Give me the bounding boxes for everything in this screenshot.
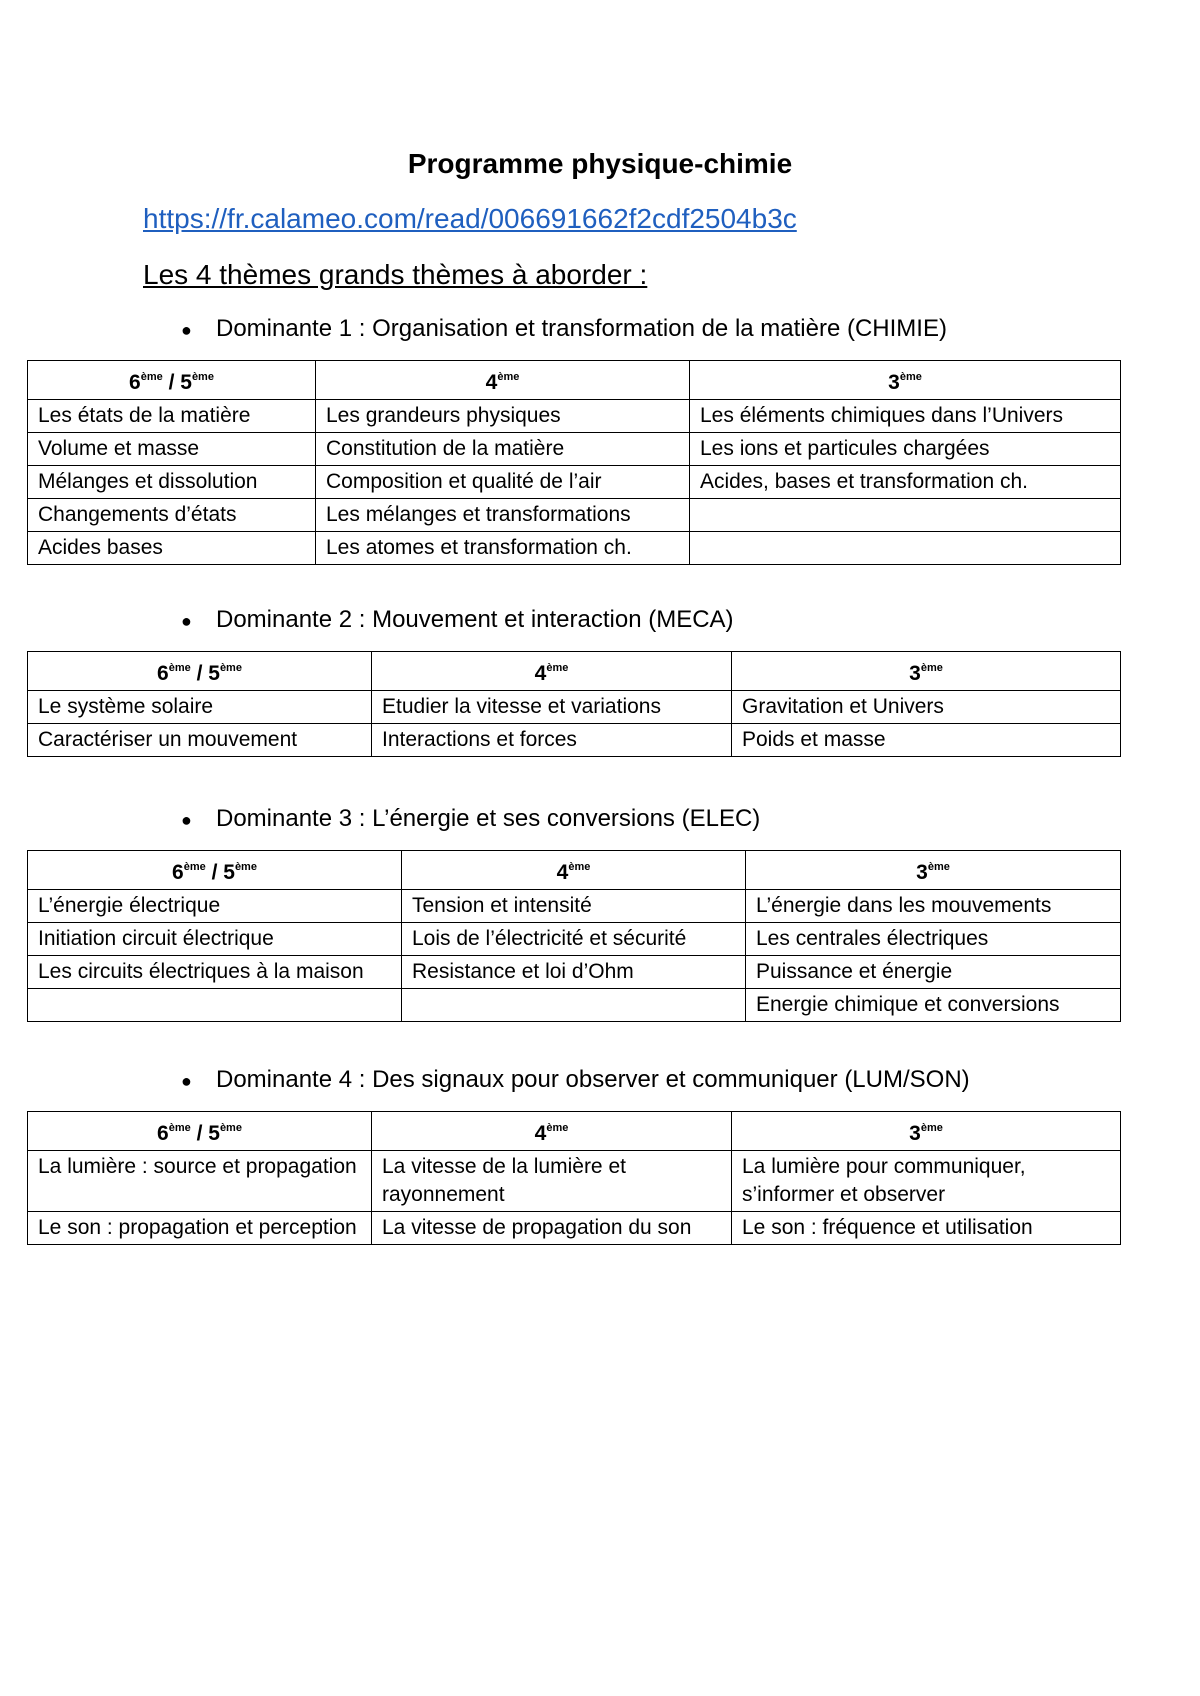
- col-header-3: 3ème: [746, 851, 1121, 890]
- table-cell: Les centrales électriques: [746, 923, 1121, 956]
- page-title: Programme physique-chimie: [407, 148, 793, 179]
- table-row: [28, 989, 1121, 1022]
- col-header-6-5: 6ème / 5ème: [28, 1112, 372, 1151]
- table-cell: Lois de l’électricité et sécurité: [402, 923, 746, 956]
- table-row: [28, 466, 1121, 499]
- table-cell: Les grandeurs physiques: [316, 400, 690, 433]
- bullet-icon: ●: [181, 610, 192, 631]
- table-dominante-1: [27, 360, 1121, 565]
- table-row: [28, 532, 1121, 565]
- col-header-4: 4ème: [372, 652, 732, 691]
- table-cell: [28, 989, 402, 1022]
- table-cell: Les éléments chimiques dans l’Univers: [690, 400, 1121, 433]
- table-cell: La vitesse de propagation du son: [372, 1212, 732, 1245]
- table-cell: Tension et intensité: [402, 890, 746, 923]
- table-cell: Mélanges et dissolution: [28, 466, 316, 499]
- table-row: [28, 956, 1121, 989]
- col-header-3: 3ème: [732, 652, 1121, 691]
- table-cell: Acides bases: [28, 532, 316, 565]
- table-cell: Caractériser un mouvement: [28, 724, 372, 757]
- bullet-icon: ●: [181, 319, 192, 340]
- calameo-link[interactable]: https://fr.calameo.com/read/006691662f2cdf2504b3c: [143, 203, 797, 234]
- table-cell: Puissance et énergie: [746, 956, 1121, 989]
- table-cell: L’énergie électrique: [28, 890, 402, 923]
- bullet-icon: ●: [181, 809, 192, 830]
- table-cell: Etudier la vitesse et variations: [372, 691, 732, 724]
- table-row: [28, 890, 1121, 923]
- table-cell: Initiation circuit électrique: [28, 923, 402, 956]
- table-row: [28, 1151, 1121, 1212]
- dominante-4-heading: [181, 1064, 970, 1097]
- table-cell: Le son : fréquence et utilisation: [732, 1212, 1121, 1245]
- table-cell: Resistance et loi d’Ohm: [402, 956, 746, 989]
- col-header-3: 3ème: [732, 1112, 1121, 1151]
- table-cell: La vitesse de la lumière et rayonnement: [372, 1151, 732, 1212]
- table-dominante-2: [27, 651, 1121, 757]
- table-cell: Les mélanges et transformations: [316, 499, 690, 532]
- table-cell: Volume et masse: [28, 433, 316, 466]
- table-dominante-4: [27, 1111, 1121, 1245]
- table-row: [28, 691, 1121, 724]
- table-cell: [402, 989, 746, 1022]
- col-header-3: 3ème: [690, 361, 1121, 400]
- table-header-row: [28, 361, 1121, 400]
- dominante-title: Dominante 2 : Mouvement et interaction (MECA): [216, 606, 734, 633]
- dominante-3-heading: [181, 803, 760, 836]
- table-cell: Les états de la matière: [28, 400, 316, 433]
- bullet-icon: ●: [181, 1070, 192, 1091]
- table-header-row: [28, 652, 1121, 691]
- table-cell: Interactions et forces: [372, 724, 732, 757]
- table-dominante-3: [27, 850, 1121, 1022]
- table-row: [28, 400, 1121, 433]
- col-header-4: 4ème: [372, 1112, 732, 1151]
- table-row: [28, 923, 1121, 956]
- table-cell: La lumière pour communiquer, s’informer et observer: [732, 1151, 1121, 1212]
- table-row: [28, 433, 1121, 466]
- col-header-6-5: 6ème / 5ème: [28, 851, 402, 890]
- dominante-2-heading: [181, 604, 734, 637]
- table-cell: [690, 532, 1121, 565]
- table-cell: Constitution de la matière: [316, 433, 690, 466]
- table-row: [28, 724, 1121, 757]
- table-cell: Poids et masse: [732, 724, 1121, 757]
- table-cell: Les atomes et transformation ch.: [316, 532, 690, 565]
- col-header-6-5: 6ème / 5ème: [28, 652, 372, 691]
- table-row: [28, 499, 1121, 532]
- table-cell: Energie chimique et conversions: [746, 989, 1121, 1022]
- dominante-title: Dominante 3 : L’énergie et ses conversions (ELEC): [216, 805, 761, 832]
- table-cell: Les circuits électriques à la maison: [28, 956, 402, 989]
- table-header-row: [28, 851, 1121, 890]
- table-cell: Changements d’états: [28, 499, 316, 532]
- col-header-4: 4ème: [402, 851, 746, 890]
- dominante-title: Dominante 1 : Organisation et transformation de la matière (CHIMIE): [216, 315, 947, 342]
- table-cell: Les ions et particules chargées: [690, 433, 1121, 466]
- table-cell: Composition et qualité de l’air: [316, 466, 690, 499]
- table-cell: Le système solaire: [28, 691, 372, 724]
- table-cell: [690, 499, 1121, 532]
- table-header-row: [28, 1112, 1121, 1151]
- table-cell: La lumière : source et propagation: [28, 1151, 372, 1212]
- dominante-title: Dominante 4 : Des signaux pour observer et communiquer (LUM/SON): [216, 1066, 970, 1093]
- table-row: [28, 1212, 1121, 1245]
- table-cell: Acides, bases et transformation ch.: [690, 466, 1121, 499]
- table-cell: Gravitation et Univers: [732, 691, 1121, 724]
- col-header-6-5: 6ème / 5ème: [28, 361, 316, 400]
- subtitle: Les 4 thèmes grands thèmes à aborder :: [143, 259, 648, 290]
- table-cell: L’énergie dans les mouvements: [746, 890, 1121, 923]
- dominante-1-heading: [181, 313, 947, 346]
- col-header-4: 4ème: [316, 361, 690, 400]
- table-cell: Le son : propagation et perception: [28, 1212, 372, 1245]
